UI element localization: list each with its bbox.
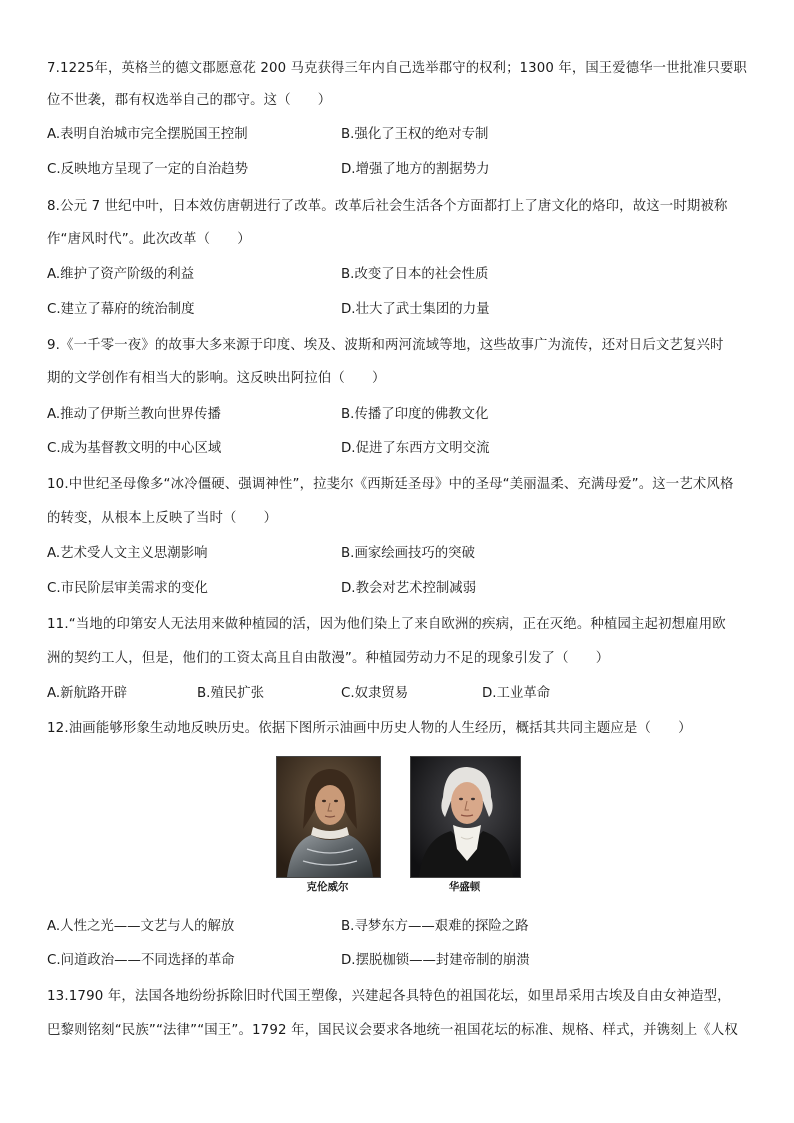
q10-stem-line-1: 10.中世纪圣母像多“冰冷僵硬、强调神性”，拉斐尔《西斯廷圣母》中的圣母“美丽温柔、充满母爱”。这一艺术风格 (47, 477, 734, 492)
q7-option-c[interactable]: C.反映地方呈现了一定的自治趋势 (47, 162, 249, 177)
q9-stem-line-2: 期的文学创作有相当大的影响。这反映出阿拉伯（ ） (47, 371, 386, 386)
q12-stem-line-1: 12.油画能够形象生动地反映历史。依据下图所示油画中历史人物的人生经历，概括其共同主题应是（ ） (47, 721, 692, 736)
q12-option-a[interactable]: A.人性之光——文艺与人的解放 (47, 919, 235, 934)
q11-stem-line-2: 洲的契约工人，但是，他们的工资太高且自由散漫”。种植园劳动力不足的现象引发了（ ） (47, 651, 610, 666)
cromwell-caption: 克伦威尔 (306, 881, 349, 893)
q12-option-c[interactable]: C.问道政治——不同选择的革命 (47, 953, 235, 968)
q9-option-d[interactable]: D.促进了东西方文明交流 (341, 441, 490, 456)
washington-caption: 华盛顿 (448, 881, 481, 893)
q11-option-d[interactable]: D.工业革命 (482, 686, 551, 701)
cromwell-portrait (276, 756, 381, 878)
q11-option-b[interactable]: B.殖民扩张 (197, 686, 265, 701)
q10-stem-line-2: 的转变，从根本上反映了当时（ ） (47, 511, 278, 526)
q8-option-c[interactable]: C.建立了幕府的统治制度 (47, 302, 195, 317)
q9-option-c[interactable]: C.成为基督教文明的中心区域 (47, 441, 222, 456)
q13-stem-line-1: 13.1790 年，法国各地纷纷拆除旧时代国王塑像，兴建起各具特色的祖国花坛，如里昂采用古埃及自由女神造型， (47, 989, 731, 1004)
q13-stem-line-2: 巴黎则铭刻“民族”“法律”“国王”。1792 年，国民议会要求各地统一祖国花坛的标准、规格、样式，并镌刻上《人权 (47, 1023, 738, 1038)
q7-option-d[interactable]: D.增强了地方的割据势力 (341, 162, 490, 177)
q9-option-b[interactable]: B.传播了印度的佛教文化 (341, 407, 489, 422)
q12-option-d[interactable]: D.摆脱枷锁——封建帝制的崩溃 (341, 953, 530, 968)
q7-option-b[interactable]: B.强化了王权的绝对专制 (341, 127, 489, 142)
washington-portrait-image (411, 757, 520, 877)
q8-stem-line-1: 8.公元 7 世纪中叶，日本效仿唐朝进行了改革。改革后社会生活各个方面都打上了唐文化的烙印，故这一时期被称 (47, 199, 728, 214)
q7-stem-line-1: 7.1225年，英格兰的德文郡愿意花 200 马克获得三年内自己选举郡守的权利；1300 年，国王爱德华一世批准只要职 (47, 61, 747, 76)
q11-stem-line-1: 11.“当地的印第安人无法用来做种植园的活，因为他们染上了来自欧洲的疾病，正在灭绝。种植园主起初想雇用欧 (47, 617, 726, 632)
cromwell-portrait-image (277, 757, 380, 877)
q10-option-d[interactable]: D.教会对艺术控制减弱 (341, 581, 477, 596)
q11-option-a[interactable]: A.新航路开辟 (47, 686, 128, 701)
q11-option-c[interactable]: C.奴隶贸易 (341, 686, 409, 701)
q8-stem-line-2: 作“唐风时代”。此次改革（ ） (47, 232, 251, 247)
q8-option-a[interactable]: A.维护了资产阶级的利益 (47, 267, 195, 282)
q10-option-b[interactable]: B.画家绘画技巧的突破 (341, 546, 475, 561)
q7-stem-line-2: 位不世袭，郡有权选举自己的郡守。这（ ） (47, 93, 332, 108)
q8-option-d[interactable]: D.壮大了武士集团的力量 (341, 302, 490, 317)
washington-portrait (410, 756, 521, 878)
q8-option-b[interactable]: B.改变了日本的社会性质 (341, 267, 489, 282)
q10-option-a[interactable]: A.艺术受人文主义思潮影响 (47, 546, 208, 561)
q10-option-c[interactable]: C.市民阶层审美需求的变化 (47, 581, 208, 596)
q12-option-b[interactable]: B.寻梦东方——艰难的探险之路 (341, 919, 529, 934)
q9-option-a[interactable]: A.推动了伊斯兰教向世界传播 (47, 407, 221, 422)
q7-option-a[interactable]: A.表明自治城市完全摆脱国王控制 (47, 127, 248, 142)
q9-stem-line-1: 9.《一千零一夜》的故事大多来源于印度、埃及、波斯和两河流域等地，这些故事广为流传，还对日后文艺复兴时 (47, 338, 724, 353)
